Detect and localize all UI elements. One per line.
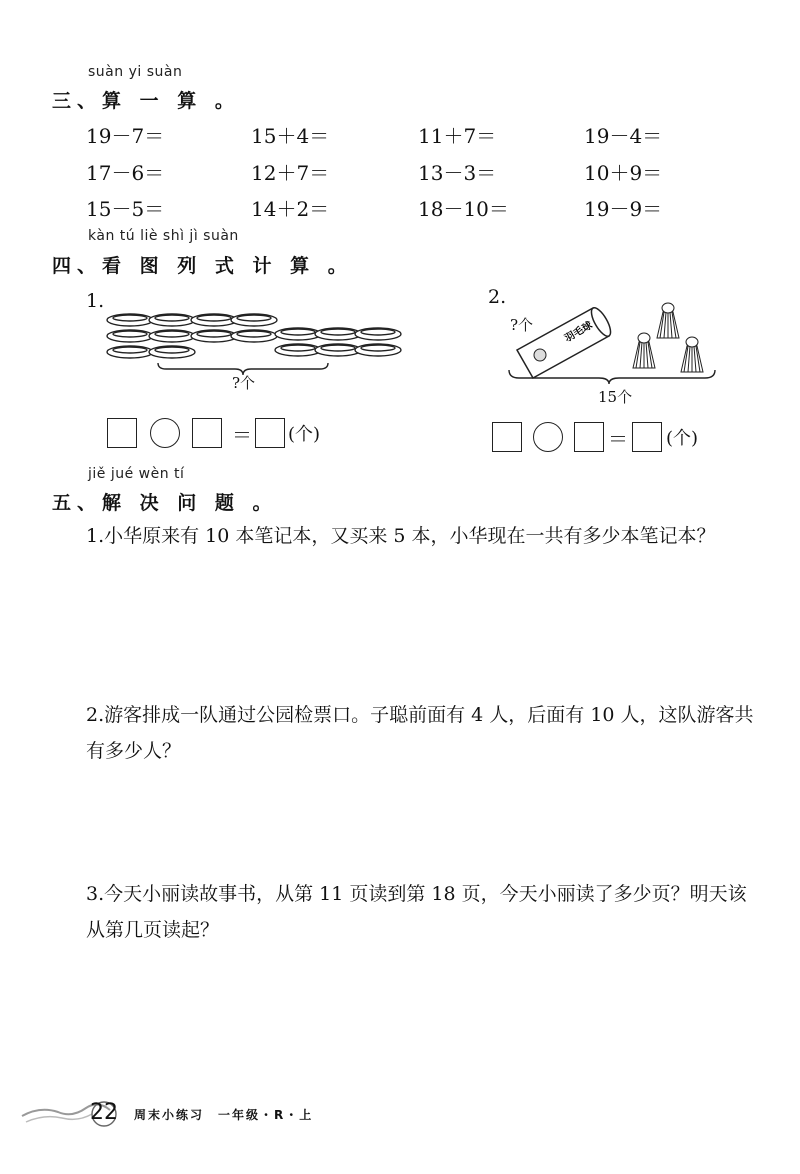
shuttlecock-icon [633, 333, 655, 368]
plate-icon [107, 314, 153, 326]
plate-icon [107, 346, 153, 358]
tube-label: 羽毛球 [563, 320, 595, 345]
plate-icon [231, 314, 277, 326]
unit-label: (个) [288, 424, 321, 445]
plate-icon [149, 330, 195, 342]
shuttlecock-icon [681, 337, 703, 372]
shuttlecock-icon [657, 303, 679, 338]
calc-item: 14＋2＝ [251, 197, 330, 221]
section5-pinyin: jiě jué wèn tí [88, 466, 185, 482]
plate-icon [149, 314, 195, 326]
problem2-unknown-label: ?个 [510, 316, 534, 334]
calc-item: 18－10＝ [418, 197, 509, 221]
shuttlecock-tube-icon [517, 305, 614, 378]
calc-item: 17－6＝ [86, 161, 165, 185]
plate-icon [275, 344, 321, 356]
answer-box[interactable] [632, 422, 662, 452]
plate-icon [275, 328, 321, 340]
book-title: 周末小练习 一年级・R・上 [134, 1108, 314, 1122]
answer-box[interactable] [492, 422, 522, 452]
question-2: 2.游客排成一队通过公园检票口。子聪前面有 4 人，后面有 10 人，这队游客共有多少人？ [86, 704, 754, 762]
question-3: 3.今天小丽读故事书，从第 11 页读到第 18 页，今天小丽读了多少页？明天该从第几页读起？ [86, 883, 747, 941]
section3-heading: 三、算 一 算 。 [52, 90, 240, 112]
shuttlecock-illustration [505, 290, 730, 385]
plate-icon [107, 330, 153, 342]
plate-icon [231, 330, 277, 342]
calc-item: 10＋9＝ [584, 161, 663, 185]
plate-icon [191, 314, 237, 326]
operator-circle[interactable] [533, 422, 563, 452]
answer-box[interactable] [192, 418, 222, 448]
section4-heading: 四、看 图 列 式 计 算 。 [52, 255, 353, 277]
calc-item: 19－4＝ [584, 124, 663, 148]
calc-item: 19－9＝ [584, 197, 663, 221]
section4-pinyin: kàn tú liè shì jì suàn [88, 228, 239, 244]
section5-heading: 五、解 决 问 题 。 [52, 492, 278, 514]
plate-icon [149, 346, 195, 358]
problem2-number: 2. [488, 286, 507, 308]
question-1: 1.小华原来有 10 本笔记本，又买来 5 本，小华现在一共有多少本笔记本？ [86, 525, 716, 547]
answer-box[interactable] [107, 418, 137, 448]
unit-label: (个) [666, 428, 699, 449]
calc-item: 15＋4＝ [251, 124, 330, 148]
plate-icon [191, 330, 237, 342]
problem2-total-label: 15个 [598, 388, 633, 406]
page-number: 22 [90, 1100, 118, 1125]
calc-item: 19－7＝ [86, 124, 165, 148]
equals-sign: ＝ [608, 427, 628, 451]
problem1-total-label: ?个 [232, 374, 256, 392]
section3-pinyin: suàn yi suàn [88, 64, 183, 80]
answer-box[interactable] [255, 418, 285, 448]
calc-item: 11＋7＝ [418, 124, 497, 148]
problem1-number: 1. [86, 290, 105, 312]
equals-sign: ＝ [232, 423, 252, 447]
calc-item: 15－5＝ [86, 197, 165, 221]
answer-box[interactable] [574, 422, 604, 452]
calc-item: 12＋7＝ [251, 161, 330, 185]
plate-icon [315, 344, 361, 356]
calc-item: 13－3＝ [418, 161, 497, 185]
plate-icon [355, 344, 401, 356]
plate-icon [315, 328, 361, 340]
plates-illustration [100, 305, 420, 400]
plate-icon [355, 328, 401, 340]
operator-circle[interactable] [150, 418, 180, 448]
